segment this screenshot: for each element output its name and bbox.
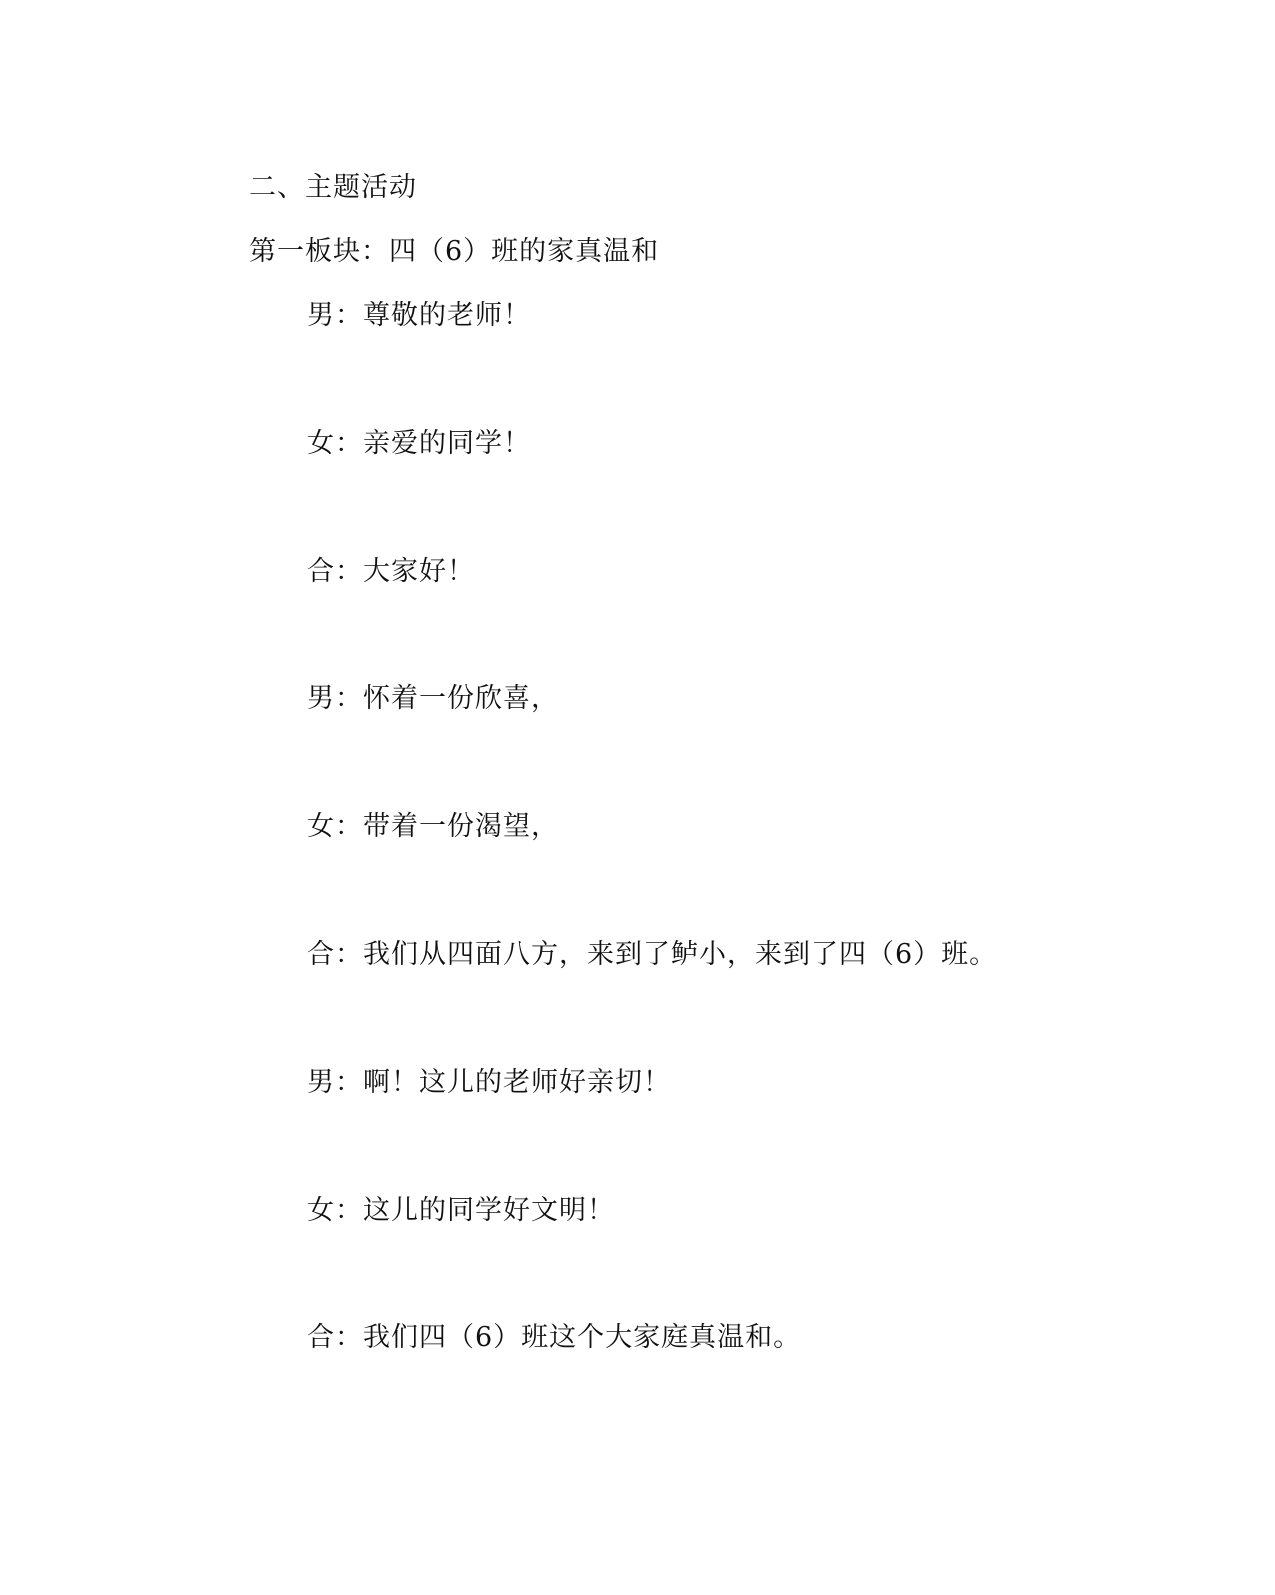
dialogue-line: 女：带着一份渴望， [307, 811, 559, 842]
dialogue-line: 合：我们从四面八方，来到了鲈小，来到了四（6）班。 [307, 939, 998, 970]
dialogue-line: 女：这儿的同学好文明！ [307, 1195, 615, 1226]
dialogue-line: 合：我们四（6）班这个大家庭真温和。 [307, 1322, 802, 1353]
section-title: 二、主题活动 [249, 172, 417, 203]
dialogue-line: 女：亲爱的同学！ [307, 428, 531, 459]
dialogue-line: 合：大家好！ [307, 556, 475, 587]
block-title: 第一板块：四（6）班的家真温和 [249, 236, 660, 267]
dialogue-line: 男：啊！这儿的老师好亲切！ [307, 1067, 671, 1098]
dialogue-line: 男：尊敬的老师！ [307, 300, 531, 331]
dialogue-line: 男：怀着一份欣喜， [307, 683, 559, 714]
